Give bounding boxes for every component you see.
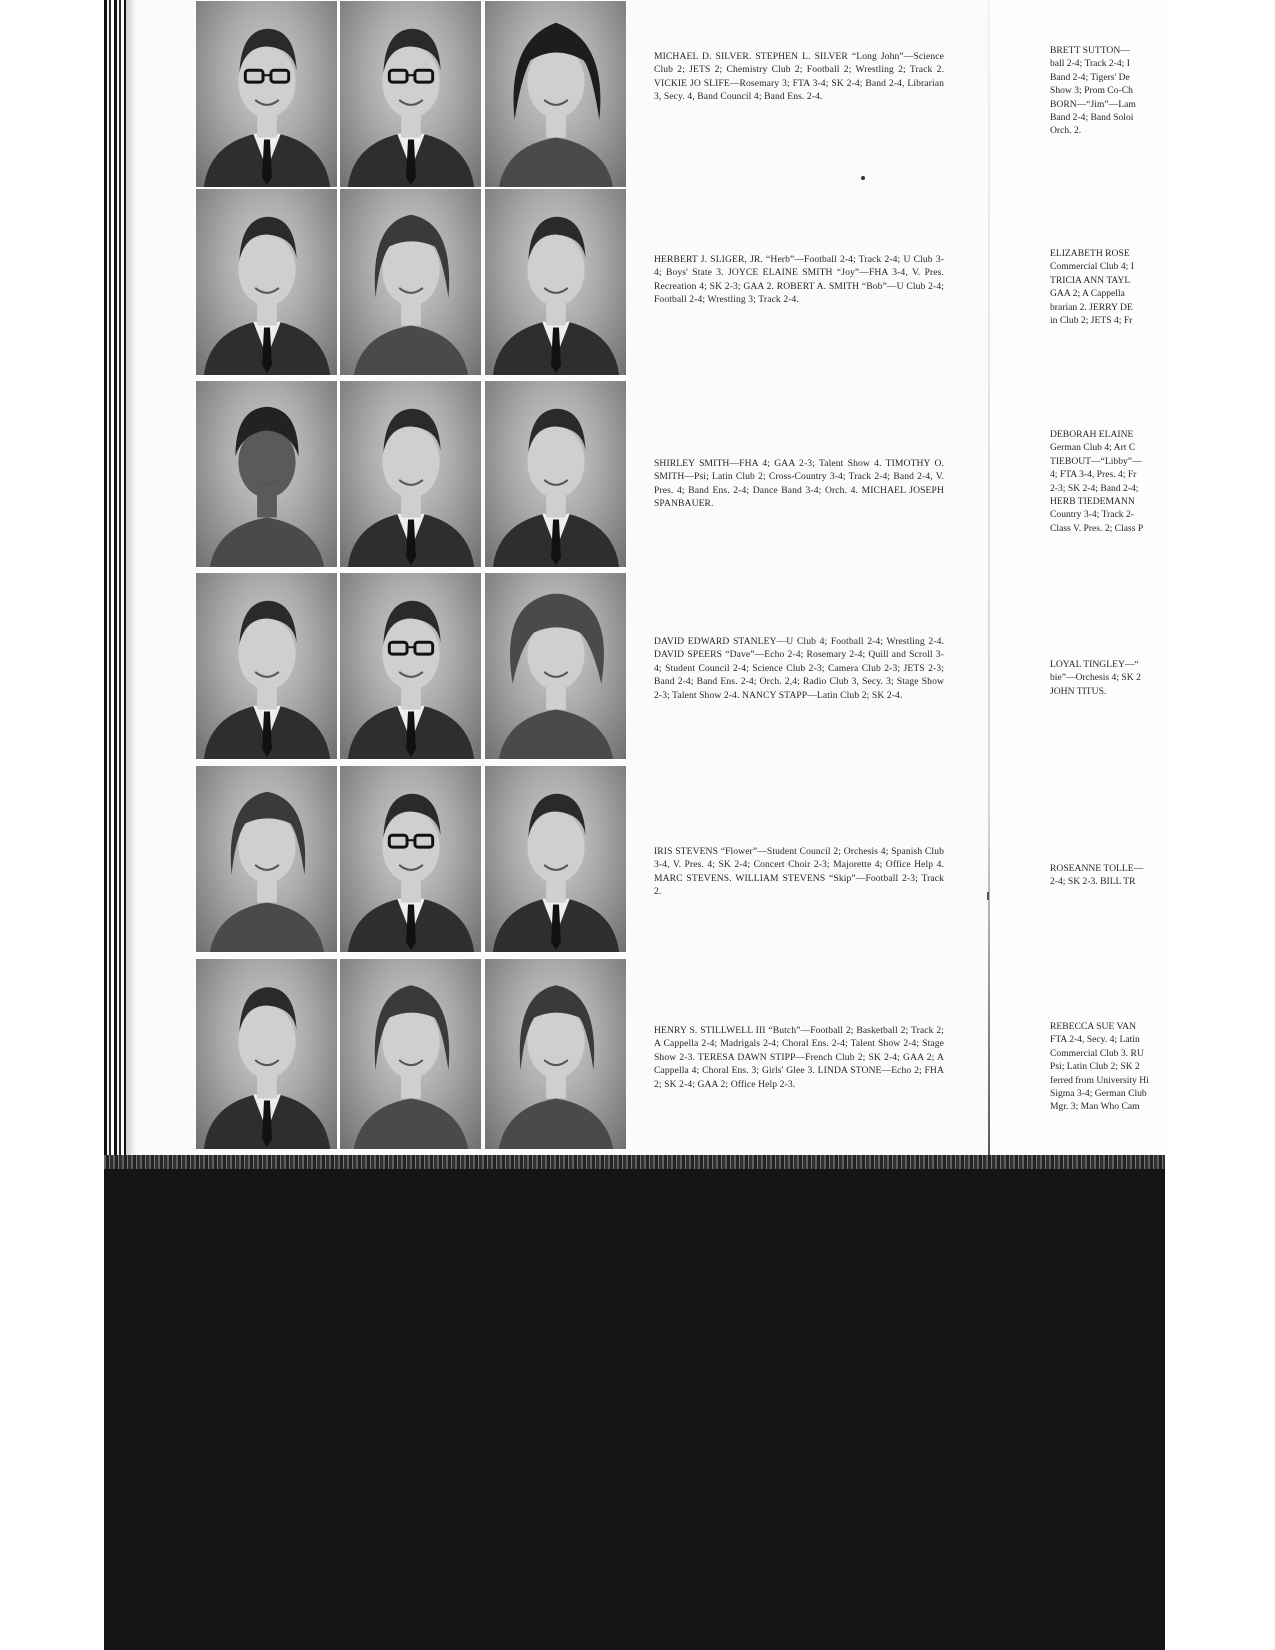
portrait-michael-silver <box>195 0 338 188</box>
portrait-teresa-stipp <box>339 958 482 1150</box>
page-binding-edge <box>104 0 126 1160</box>
portrait-david-speers <box>339 572 482 760</box>
caption-row-3: SHIRLEY SMITH—FHA 4; GAA 2-3; Talent Show 4. TIMOTHY O. SMITH—Psi; Latin Club 2; Cross-Country 3-4; Track 2-4; Band 2-4, V. Pres. 4; Band Ens. 2-4; Dance Band 3-4; Orch. 4. MICHAEL JOSEPH SPANBAUER. <box>654 458 944 510</box>
caption-row-4: DAVID EDWARD STANLEY—U Club 4; Football 2-4; Wrestling 2-4. DAVID SPEERS “Dave”—Echo 2-4; Rosemary 2-4; Quill and Scroll 3-4; Student Council 2-4; Science Club 2-3; Camera Club 2-3; JETS 2-3; Band 2-4; Band Ens. 2-4; Orch. 2,4; Radio Club 3, Secy. 3; Stage Show 2-3; Talent Show 2-4. NANCY STAPP—Latin Club 2; SK 2-4. <box>654 636 944 701</box>
page-gutter <box>988 0 990 1160</box>
caption-row-2: HERBERT J. SLIGER, JR. “Herb”—Football 2-4; Track 2-4; U Club 3-4; Boys' State 3. JOYCE ELAINE SMITH “Joy”—FHA 3-4, V. Pres. Recreation 4; SK 2-3; GAA 2. ROBERT A. SMITH “Bob”—U Club 2-4; Football 2-4; Wrestling 3; Track 2-4. <box>654 254 944 306</box>
portrait-david-stanley <box>195 572 338 760</box>
facing-caption-6: REBECCA SUE VAN FTA 2-4, Secy. 4; Latin Commercial Club 3. RU Psi; Latin Club 2; SK 2 ferred from University Hi Sigma 3-4; German Club Mgr. 3; Man Who Cam <box>1050 1021 1149 1113</box>
portrait-iris-stevens <box>195 765 338 953</box>
portrait-shirley-smith <box>195 380 338 568</box>
portrait-nancy-stapp <box>484 572 627 760</box>
caption-row-5: IRIS STEVENS “Flower”—Student Council 2; Orchesis 4; Spanish Club 3-4, V. Pres. 4; SK 2-4; Concert Choir 2-3; Majorette 4; Office Help 4. MARC STEVENS. WILLIAM STEVENS “Skip”—Football 2-3; Track 2. <box>654 846 944 898</box>
portrait-linda-stone <box>484 958 627 1150</box>
portrait-william-stevens <box>484 765 627 953</box>
caption-row-1: MICHAEL D. SILVER. STEPHEN L. SILVER “Long John”—Science Club 2; JETS 2; Chemistry Club 2; Football 2; Wrestling 2; Track 2. VICKIE JO SLIFE—Rosemary 3; FTA 3-4; SK 2-4; Band 2-4, Librarian 3, Secy. 4, Band Council 4; Band Ens. 2-4. <box>654 51 944 103</box>
binding-shadow <box>126 0 136 1160</box>
facing-caption-5: ROSEANNE TOLLE— 2-4; SK 2-3. BILL TR <box>1050 863 1144 888</box>
facing-caption-4: LOYAL TINGLEY—“ bie”—Orchesis 4; SK 2 JOHN TITUS. <box>1050 659 1141 697</box>
portrait-michael-spanbauer <box>484 380 627 568</box>
portrait-vickie-slife <box>484 0 627 188</box>
facing-caption-3: DEBORAH ELAINE German Club 4; Art C TIEBOUT—“Libby”— 4; FTA 3-4, Pres. 4; Fr 2-3; SK 2-4; Band 2-4; HERB TIEDEMANN Country 3-4; Track 2- Class V. Pres. 2; Class P <box>1050 429 1144 534</box>
portrait-stephen-silver <box>339 0 482 188</box>
speck <box>861 176 865 180</box>
portrait-marc-stevens <box>339 765 482 953</box>
portrait-robert-smith <box>484 188 627 376</box>
gutter-mark <box>987 892 989 900</box>
caption-row-6: HENRY S. STILLWELL III “Butch”—Football 2; Basketball 2; Track 2; A Cappella 2-4; Madrigals 2-4; Choral Ens. 2-4; Talent Show 2-4; Stage Show 2-3. TERESA DAWN STIPP—French Club 2; SK 2-4; GAA 2; A Cappella 4; Choral Ens. 3; Girls' Glee 3. LINDA STONE—Echo 2; FHA 2; SK 2-4; GAA 2; Office Help 2-3. <box>654 1025 944 1090</box>
facing-caption-2: ELIZABETH ROSE Commercial Club 4; I TRICIA ANN TAYL GAA 2; A Cappella brarian 2. JERRY DE in Club 2; JETS 4; Fr <box>1050 248 1134 327</box>
portrait-herbert-sliger <box>195 188 338 376</box>
portrait-henry-stillwell <box>195 958 338 1150</box>
portrait-joyce-smith <box>339 188 482 376</box>
scanner-black-area <box>104 1155 1165 1650</box>
portrait-timothy-smith <box>339 380 482 568</box>
facing-page <box>990 0 1165 1160</box>
facing-caption-1: BRETT SUTTON— ball 2-4; Track 2-4; I Band 2-4; Tigers' De Show 3; Prom Co-Ch BORN—“Jim”—Lam Band 2-4; Band Soloi Orch. 2. <box>1050 45 1136 137</box>
